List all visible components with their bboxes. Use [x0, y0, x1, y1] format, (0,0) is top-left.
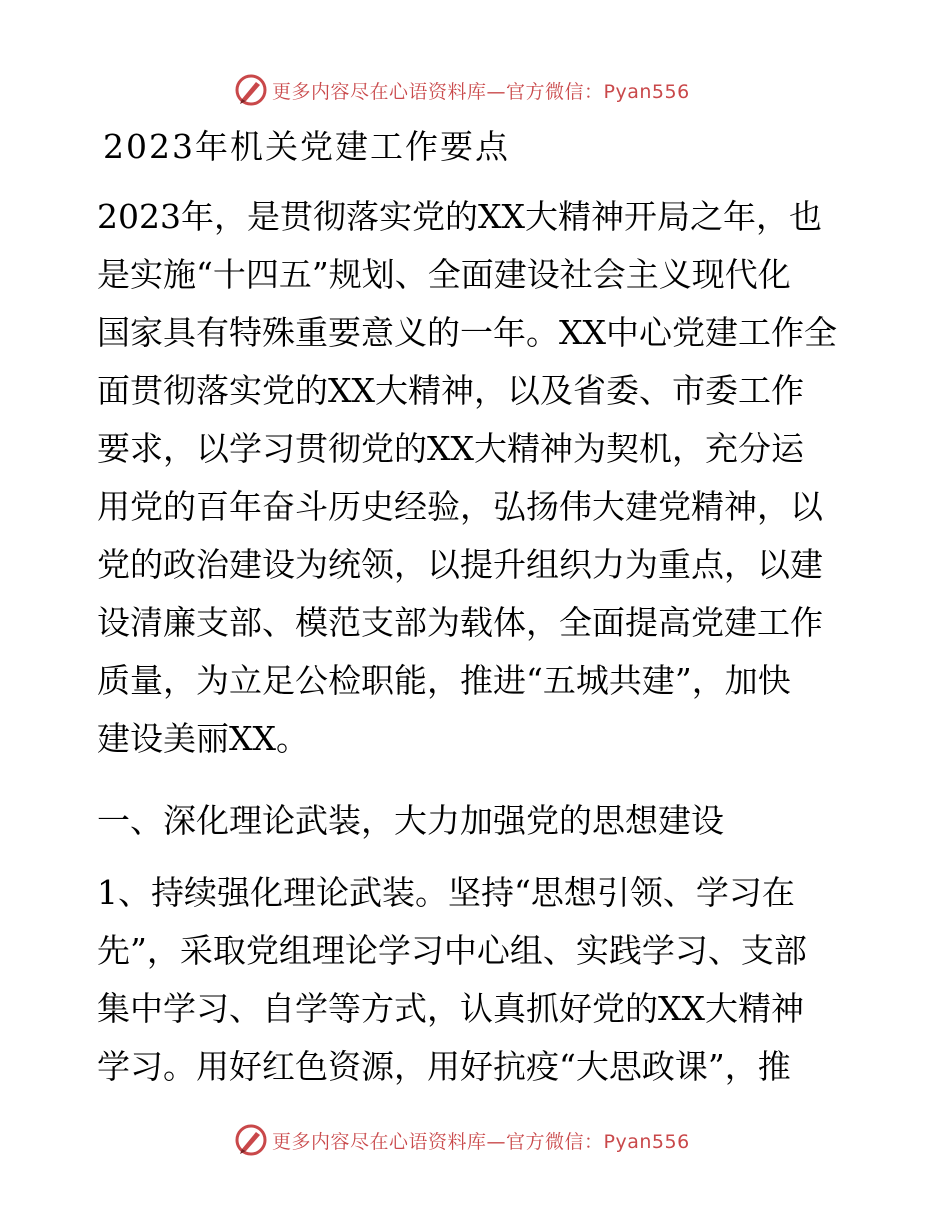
watermark-banner-bottom	[234, 1123, 754, 1157]
watermark-text: 更多内容尽在心语资料库—官方微信：Pyan556	[272, 80, 690, 103]
paragraph-line: 2023年，是贯彻落实党的XX大精神开局之年，也	[97, 197, 822, 236]
paragraph-line: 用党的百年奋斗历史经验，弘扬伟大建党精神，以	[97, 487, 823, 526]
paragraph-line: 党的政治建设为统领，以提升组织力为重点，以建	[97, 545, 823, 584]
paragraph-line: 是实施“十四五”规划、全面建设社会主义现代化	[97, 255, 791, 294]
paragraph-line: 面贯彻落实党的XX大精神，以及省委、市委工作	[97, 371, 804, 410]
paragraph-line: 集中学习、自学等方式，认真抓好党的XX大精神	[97, 989, 804, 1028]
paragraph-line: 学习。用好红色资源，用好抗疫“大思政课”，推	[97, 1047, 791, 1086]
watermark-text: 更多内容尽在心语资料库—官方微信：Pyan556	[272, 1130, 690, 1153]
document-title: 2023年机关党建工作要点	[103, 127, 510, 166]
paragraph-line: 要求，以学习贯彻党的XX大精神为契机，充分运	[97, 429, 804, 468]
paragraph-line: 建设美丽XX。	[97, 719, 309, 758]
paragraph-line: 1、持续强化理论武装。坚持“思想引领、学习在	[97, 873, 795, 912]
watermark-banner-top	[234, 73, 754, 107]
pen-logo-icon	[234, 1123, 268, 1157]
paragraph-line: 质量，为立足公检职能，推进“五城共建”，加快	[97, 661, 791, 700]
paragraph-line: 国家具有特殊重要意义的一年。XX中心党建工作全	[97, 313, 837, 352]
section-heading: 一、深化理论武装，大力加强党的思想建设	[97, 801, 724, 840]
pen-logo-icon	[234, 73, 268, 107]
paragraph-line: 先”，采取党组理论学习中心组、实践学习、支部	[97, 931, 807, 970]
paragraph-line: 设清廉支部、模范支部为载体，全面提高党建工作	[97, 603, 823, 642]
